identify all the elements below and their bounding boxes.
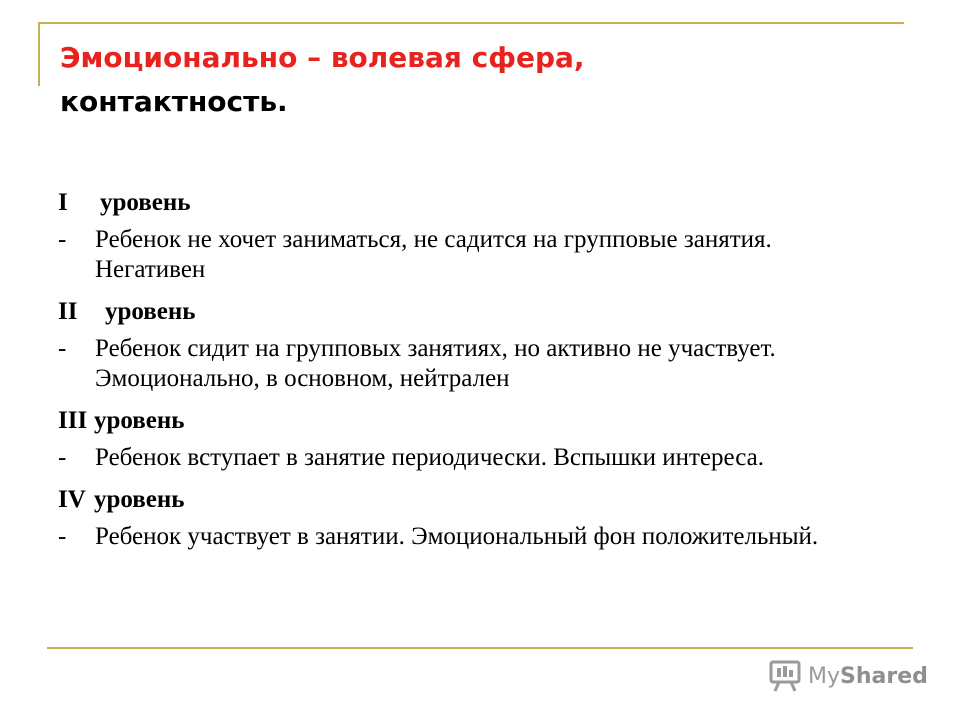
level-description-2 [58, 334, 858, 394]
logo-suffix: Shared [840, 663, 928, 689]
title-line-2: контактность. [60, 85, 288, 118]
top-divider [38, 22, 904, 24]
level-text: Ребенок вступает в занятие периодически. Вспышки интереса. [95, 444, 764, 471]
level-number: III [58, 407, 88, 434]
slide-title [60, 36, 585, 124]
logo-prefix: My [808, 663, 841, 689]
level-description-3 [58, 443, 858, 473]
level-number: II [58, 298, 78, 325]
level-text: Ребенок участвует в занятии. Эмоциональный фон положительный. [95, 523, 819, 550]
level-heading-3 [58, 404, 858, 437]
level-label: уровень [94, 486, 185, 513]
list-dash: - [58, 226, 67, 253]
list-dash: - [58, 444, 67, 471]
list-dash: - [58, 523, 67, 550]
level-text: Ребенок сидит на групповых занятиях, но активно не участвует. Эмоционально, в основном, нейтрален [95, 335, 776, 392]
logo-text [808, 664, 928, 689]
level-heading-2 [58, 295, 858, 328]
level-heading-4 [58, 483, 858, 516]
list-dash: - [58, 335, 67, 362]
level-heading-1 [58, 186, 858, 219]
level-label: уровень [94, 407, 185, 434]
left-divider [38, 22, 40, 86]
level-text: Ребенок не хочет заниматься, не садится на групповые занятия. Негативен [95, 226, 772, 283]
level-description-1 [58, 225, 858, 285]
level-number: IV [58, 486, 86, 513]
levels-list [58, 186, 858, 562]
level-description-4 [58, 522, 858, 552]
level-label: уровень [105, 298, 196, 325]
level-number: I [58, 189, 68, 216]
presentation-board-icon [768, 659, 802, 693]
myshared-logo[interactable] [768, 656, 928, 696]
level-label: уровень [100, 189, 191, 216]
bottom-divider [47, 647, 913, 649]
title-line-1: Эмоционально – волевая сфера, [60, 41, 585, 74]
